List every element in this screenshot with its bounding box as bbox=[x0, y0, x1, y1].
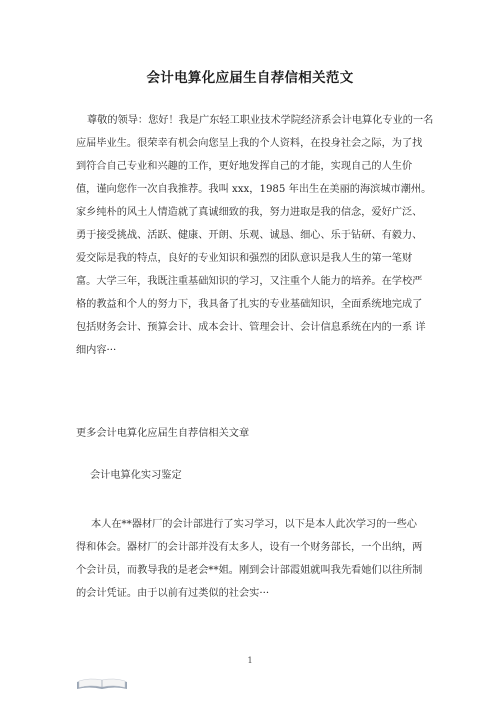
page-number: 1 bbox=[247, 656, 253, 665]
paragraph-line: 的会计凭证。由于以前有过类似的社会实··· bbox=[76, 588, 270, 599]
paragraph-line: 家乡纯朴的风土人情造就了真诚细致的我，努力进取是我的信念，爱好广泛、 bbox=[76, 207, 423, 218]
article-link-title: 会计电算化实习鉴定 bbox=[90, 470, 182, 481]
paragraph-line: 格的教益和个人的努力下，我具备了扎实的专业基础知识，全面系统地完成了 bbox=[76, 299, 423, 310]
paragraph-line: 个会计员，而教导我的是老会**姐。刚到会计部霞姐就叫我先看她们以往所制 bbox=[76, 565, 423, 576]
document-title: 会计电算化应届生自荐信相关范文 bbox=[146, 70, 354, 86]
paragraph-line: 包括财务会计、预算会计、成本会计、管理会计、会计信息系统在内的一系 详 bbox=[76, 322, 426, 333]
more-articles-heading: 更多会计电算化应届生自荐信相关文章 bbox=[76, 428, 250, 439]
paragraph-line: 本人在**器材厂的会计部进行了实习学习，以下是本人此次学习的一些心 bbox=[91, 519, 417, 530]
paragraph-line: 勇于接受挑战、活跃、健康、开朗、乐观、诚恳、细心、乐于钻研、有毅力、 bbox=[76, 230, 423, 241]
paragraph-line: 应届毕业生。很荣幸有机会向您呈上我的个人资料，在投身社会之际，为了找 bbox=[76, 138, 423, 149]
paragraph-line: 细内容··· bbox=[76, 345, 117, 356]
paragraph-line: 值，谨向您作一次自我推荐。我叫 xxx，1985 年出生在美丽的海滨城市潮州。 bbox=[76, 184, 432, 195]
paragraph-line: 尊敬的领导：您好！我是广东轻工职业技术学院经济系会计电算化专业的一名 bbox=[87, 115, 434, 126]
internship-paragraph bbox=[76, 513, 428, 605]
paragraph-line: 得和体会。器材厂的会计部并没有太多人，设有一个财务部长，一个出纳，两 bbox=[76, 542, 423, 553]
paragraph-line: 到符合自己专业和兴趣的工作，更好地发挥自己的才能，实现自己的人生价 bbox=[76, 161, 413, 172]
open-book-icon bbox=[76, 676, 128, 690]
intro-paragraph bbox=[76, 109, 434, 362]
paragraph-line: 富。大学三年，我既注重基础知识的学习，又注重个人能力的培养。在学校严 bbox=[76, 276, 423, 287]
paragraph-line: 爱交际是我的特点，良好的专业知识和强烈的团队意识是我人生的第一笔财 bbox=[76, 253, 413, 264]
